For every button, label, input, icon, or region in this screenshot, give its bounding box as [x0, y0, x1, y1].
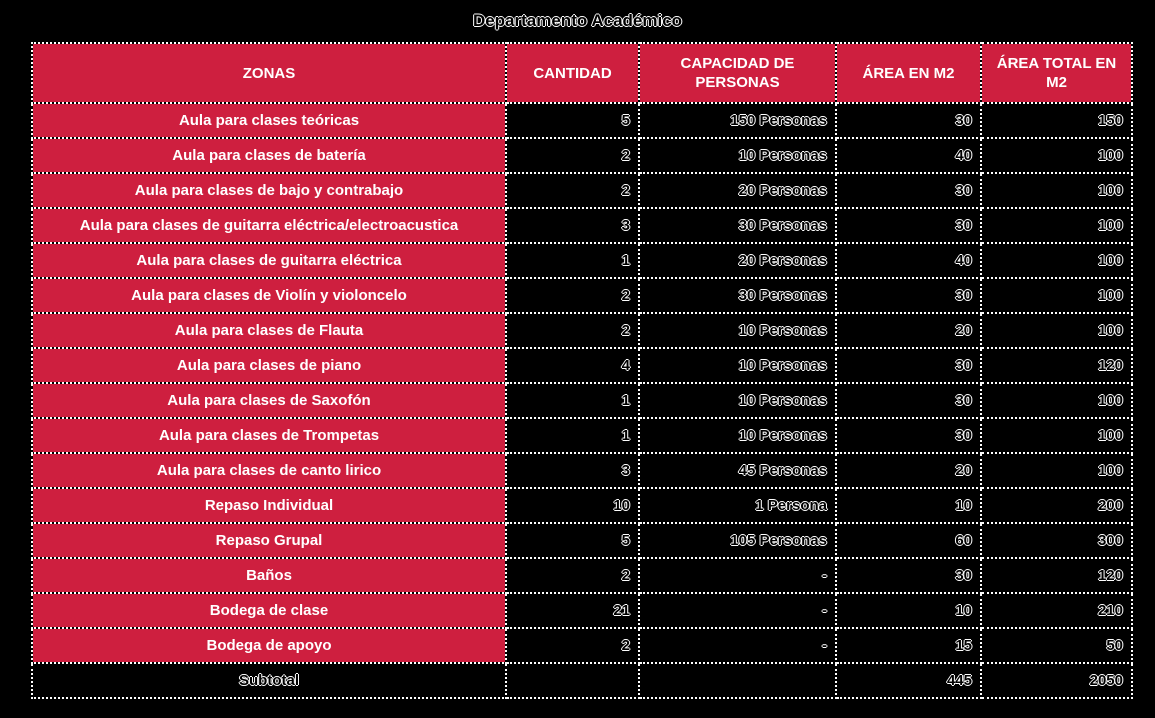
cell-area: 30 [836, 383, 981, 418]
cell-zona: Aula para clases de guitarra eléctrica [32, 243, 506, 278]
table-row [32, 173, 1132, 208]
table-body [32, 103, 1132, 663]
subtotal-area: 445 [836, 663, 981, 698]
cell-area: 30 [836, 558, 981, 593]
cell-capacidad: 20 Personas [639, 243, 836, 278]
cell-cantidad: 21 [506, 593, 639, 628]
cell-area-total: 100 [981, 173, 1132, 208]
cell-area-total: 50 [981, 628, 1132, 663]
cell-area: 20 [836, 313, 981, 348]
table-row [32, 208, 1132, 243]
cell-area-total: 100 [981, 313, 1132, 348]
cell-zona: Aula para clases de Violín y violoncelo [32, 278, 506, 313]
cell-cantidad: 1 [506, 243, 639, 278]
cell-cantidad: 2 [506, 628, 639, 663]
cell-zona: Repaso Grupal [32, 523, 506, 558]
cell-zona: Aula para clases de bajo y contrabajo [32, 173, 506, 208]
cell-area: 10 [836, 593, 981, 628]
cell-cantidad: 2 [506, 173, 639, 208]
table-row [32, 418, 1132, 453]
cell-cantidad: 5 [506, 103, 639, 138]
subtotal-capacidad [639, 663, 836, 698]
cell-cantidad: 2 [506, 278, 639, 313]
cell-area: 30 [836, 173, 981, 208]
cell-capacidad: - [639, 558, 836, 593]
cell-area: 10 [836, 488, 981, 523]
cell-cantidad: 1 [506, 383, 639, 418]
cell-capacidad: 30 Personas [639, 278, 836, 313]
table-title: Departamento Académico [472, 11, 683, 30]
subtotal-cantidad [506, 663, 639, 698]
cell-area: 30 [836, 103, 981, 138]
cell-zona: Aula para clases teóricas [32, 103, 506, 138]
cell-cantidad: 2 [506, 313, 639, 348]
cell-area: 30 [836, 348, 981, 383]
cell-cantidad: 4 [506, 348, 639, 383]
cell-cantidad: 2 [506, 558, 639, 593]
cell-capacidad: 10 Personas [639, 383, 836, 418]
cell-cantidad: 10 [506, 488, 639, 523]
table-row [32, 488, 1132, 523]
cell-zona: Aula para clases de guitarra eléctrica/electroacustica [32, 208, 506, 243]
cell-area-total: 120 [981, 348, 1132, 383]
cell-zona: Repaso Individual [32, 488, 506, 523]
cell-area-total: 100 [981, 383, 1132, 418]
header-area: ÁREA EN M2 [836, 43, 981, 103]
cell-area-total: 300 [981, 523, 1132, 558]
table-row [32, 138, 1132, 173]
table-row [32, 243, 1132, 278]
cell-capacidad: 20 Personas [639, 173, 836, 208]
table-row [32, 628, 1132, 663]
header-cantidad: CANTIDAD [506, 43, 639, 103]
table-row [32, 523, 1132, 558]
header-area-total: ÁREA TOTAL EN M2 [981, 43, 1132, 103]
table-row [32, 453, 1132, 488]
cell-area-total: 100 [981, 278, 1132, 313]
cell-zona: Aula para clases de piano [32, 348, 506, 383]
subtotal-label: Subtotal [32, 663, 506, 698]
cell-capacidad: - [639, 593, 836, 628]
cell-area: 30 [836, 278, 981, 313]
subtotal-total: 2050 [981, 663, 1132, 698]
cell-area: 20 [836, 453, 981, 488]
cell-area: 30 [836, 208, 981, 243]
cell-capacidad: 105 Personas [639, 523, 836, 558]
cell-area: 60 [836, 523, 981, 558]
cell-capacidad: 10 Personas [639, 313, 836, 348]
cell-area: 15 [836, 628, 981, 663]
table-row [32, 278, 1132, 313]
cell-capacidad: 30 Personas [639, 208, 836, 243]
cell-zona: Aula para clases de Trompetas [32, 418, 506, 453]
cell-zona: Aula para clases de Flauta [32, 313, 506, 348]
cell-capacidad: 10 Personas [639, 418, 836, 453]
cell-capacidad: 45 Personas [639, 453, 836, 488]
cell-area-total: 100 [981, 453, 1132, 488]
header-row [32, 43, 1132, 103]
cell-cantidad: 1 [506, 418, 639, 453]
cell-cantidad: 3 [506, 453, 639, 488]
cell-area: 40 [836, 138, 981, 173]
cell-capacidad: 1 Persona [639, 488, 836, 523]
cell-area: 40 [836, 243, 981, 278]
cell-area: 30 [836, 418, 981, 453]
subtotal-row [32, 663, 1132, 698]
cell-cantidad: 2 [506, 138, 639, 173]
cell-zona: Bodega de apoyo [32, 628, 506, 663]
cell-zona: Aula para clases de canto lirico [32, 453, 506, 488]
table-row [32, 103, 1132, 138]
cell-area-total: 100 [981, 138, 1132, 173]
cell-capacidad: 10 Personas [639, 138, 836, 173]
cell-area-total: 100 [981, 418, 1132, 453]
cell-capacidad: - [639, 628, 836, 663]
cell-area-total: 210 [981, 593, 1132, 628]
cell-area-total: 100 [981, 208, 1132, 243]
cell-area-total: 150 [981, 103, 1132, 138]
cell-capacidad: 150 Personas [639, 103, 836, 138]
header-zonas: ZONAS [32, 43, 506, 103]
cell-area-total: 120 [981, 558, 1132, 593]
cell-area-total: 100 [981, 243, 1132, 278]
table-row [32, 313, 1132, 348]
cell-area-total: 200 [981, 488, 1132, 523]
table-row [32, 593, 1132, 628]
cell-cantidad: 3 [506, 208, 639, 243]
cell-zona: Bodega de clase [32, 593, 506, 628]
cell-cantidad: 5 [506, 523, 639, 558]
table-row [32, 348, 1132, 383]
header-capacidad: CAPACIDAD DE PERSONAS [639, 43, 836, 103]
cell-zona: Aula para clases de Saxofón [32, 383, 506, 418]
table-row [32, 383, 1132, 418]
table-row [32, 558, 1132, 593]
cell-zona: Aula para clases de batería [32, 138, 506, 173]
cell-capacidad: 10 Personas [639, 348, 836, 383]
cell-zona: Baños [32, 558, 506, 593]
departamento-table [31, 42, 1133, 699]
